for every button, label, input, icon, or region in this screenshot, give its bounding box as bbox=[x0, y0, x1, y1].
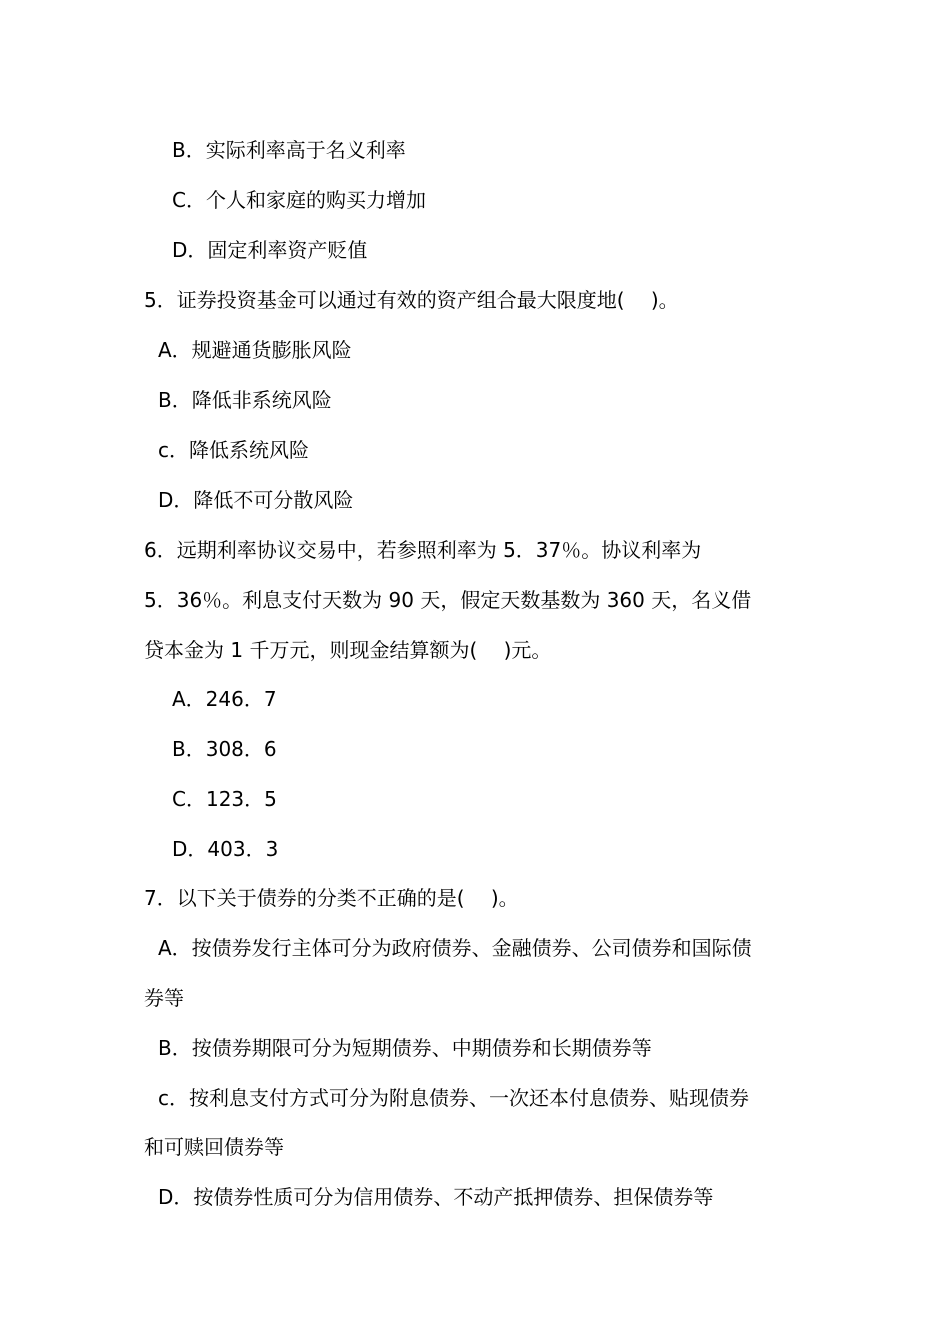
q5-option-b: B．降低非系统风险 bbox=[158, 388, 332, 412]
q6-option-d: D．403．3 bbox=[172, 837, 279, 861]
q7-stem: 7．以下关于债券的分类不正确的是( )。 bbox=[144, 886, 519, 910]
q5-option-d: D．降低不可分散风险 bbox=[158, 488, 354, 512]
q7-option-c-line-1: c．按利息支付方式可分为附息债券、一次还本付息债券、贴现债券 bbox=[158, 1086, 749, 1110]
q5-option-a: A．规避通货膨胀风险 bbox=[158, 338, 352, 362]
q7-option-b: B．按债券期限可分为短期债券、中期债券和长期债券等 bbox=[158, 1036, 652, 1060]
q6-option-c: C．123．5 bbox=[172, 787, 277, 811]
q7-option-d: D．按债券性质可分为信用债券、不动产抵押债券、担保债券等 bbox=[158, 1185, 714, 1209]
q5-option-c: c．降低系统风险 bbox=[158, 438, 309, 462]
q4-option-c: C．个人和家庭的购买力增加 bbox=[172, 188, 426, 212]
q6-option-b: B．308．6 bbox=[172, 737, 277, 761]
q6-option-a: A．246．7 bbox=[172, 687, 277, 711]
q7-option-a-line-2: 券等 bbox=[144, 986, 184, 1010]
q6-stem-line-1: 6．远期利率协议交易中，若参照利率为 5．37％。协议利率为 bbox=[144, 538, 702, 562]
q7-option-a-line-1: A．按债券发行主体可分为政府债券、金融债券、公司债券和国际债 bbox=[158, 936, 752, 960]
q5-stem: 5．证券投资基金可以通过有效的资产组合最大限度地( )。 bbox=[144, 288, 679, 312]
q4-option-b: B．实际利率高于名义利率 bbox=[172, 138, 406, 162]
q7-option-c-line-2: 和可赎回债券等 bbox=[144, 1135, 284, 1159]
q4-option-d: D．固定利率资产贬值 bbox=[172, 238, 368, 262]
q6-stem-line-2: 5．36％。利息支付天数为 90 天，假定天数基数为 360 天，名义借 bbox=[144, 588, 752, 612]
q6-stem-line-3: 贷本金为 1 千万元，则现金结算额为( )元。 bbox=[144, 638, 552, 662]
